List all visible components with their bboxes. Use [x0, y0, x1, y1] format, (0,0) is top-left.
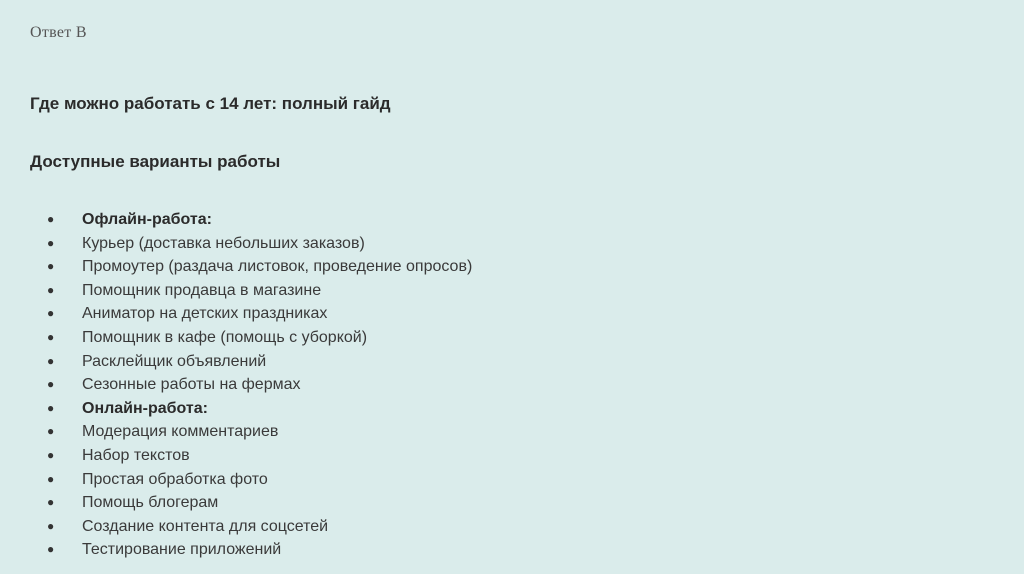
list-item-text: Помощник продавца в магазине — [82, 281, 322, 299]
list-item — [30, 232, 990, 256]
document-subtitle: Доступные варианты работы — [30, 152, 281, 171]
bullet-icon: ● — [47, 329, 55, 344]
list-item-text: Тестирование приложений — [82, 541, 282, 559]
list-item — [30, 515, 990, 539]
list-item-text: Создание контента для соцсетей — [82, 517, 329, 535]
bullet-icon: ● — [47, 471, 55, 486]
bullet-icon: ● — [47, 235, 55, 250]
list-item — [30, 302, 990, 326]
bullet-icon: ● — [47, 518, 55, 533]
document-content — [30, 91, 990, 562]
list-item-text: Аниматор на детских праздниках — [82, 305, 328, 323]
header-label: Ответ В — [30, 24, 87, 41]
bullet-icon: ● — [47, 259, 55, 274]
list-item — [30, 420, 990, 444]
list-item-category-online — [30, 397, 990, 421]
bullet-icon: ● — [47, 306, 55, 321]
bullet-icon: ● — [47, 424, 55, 439]
bullet-icon: ● — [47, 542, 55, 557]
list-item-category-offline — [30, 208, 990, 232]
list-item-text: Расклейщик объявлений — [82, 352, 267, 370]
list-item — [30, 538, 990, 562]
list-item — [30, 326, 990, 350]
bullet-icon: ● — [47, 353, 55, 368]
list-item — [30, 468, 990, 492]
bullet-icon: ● — [47, 377, 55, 392]
list-item — [30, 444, 990, 468]
list-item — [30, 373, 990, 397]
list-item-text: Модерация комментариев — [82, 423, 279, 441]
list-item-text: Набор текстов — [82, 446, 190, 464]
bullet-icon: ● — [47, 212, 55, 226]
list-item-text: Промоутер (раздача листовок, проведение опросов) — [82, 258, 473, 276]
list-item — [30, 279, 990, 303]
list-item — [30, 491, 990, 515]
list-item-text: Помощник в кафе (помощь с уборкой) — [82, 328, 368, 346]
list-item-text: Простая обработка фото — [82, 470, 268, 488]
bullet-icon: ● — [47, 495, 55, 510]
job-options-list — [30, 208, 990, 562]
list-item-text: Сезонные работы на фермах — [82, 376, 301, 394]
list-item-text: Курьер (доставка небольших заказов) — [82, 234, 365, 252]
list-item — [30, 255, 990, 279]
bullet-icon: ● — [47, 282, 55, 297]
document-title: Где можно работать с 14 лет: полный гайд — [30, 94, 391, 113]
bullet-icon: ● — [47, 447, 55, 462]
list-item-text: Онлайн-работа: — [82, 399, 208, 417]
bullet-icon: ● — [47, 400, 55, 415]
list-item-text: Помощь блогерам — [82, 494, 219, 512]
list-item — [30, 350, 990, 374]
list-item-text: Офлайн-работа: — [82, 211, 212, 228]
